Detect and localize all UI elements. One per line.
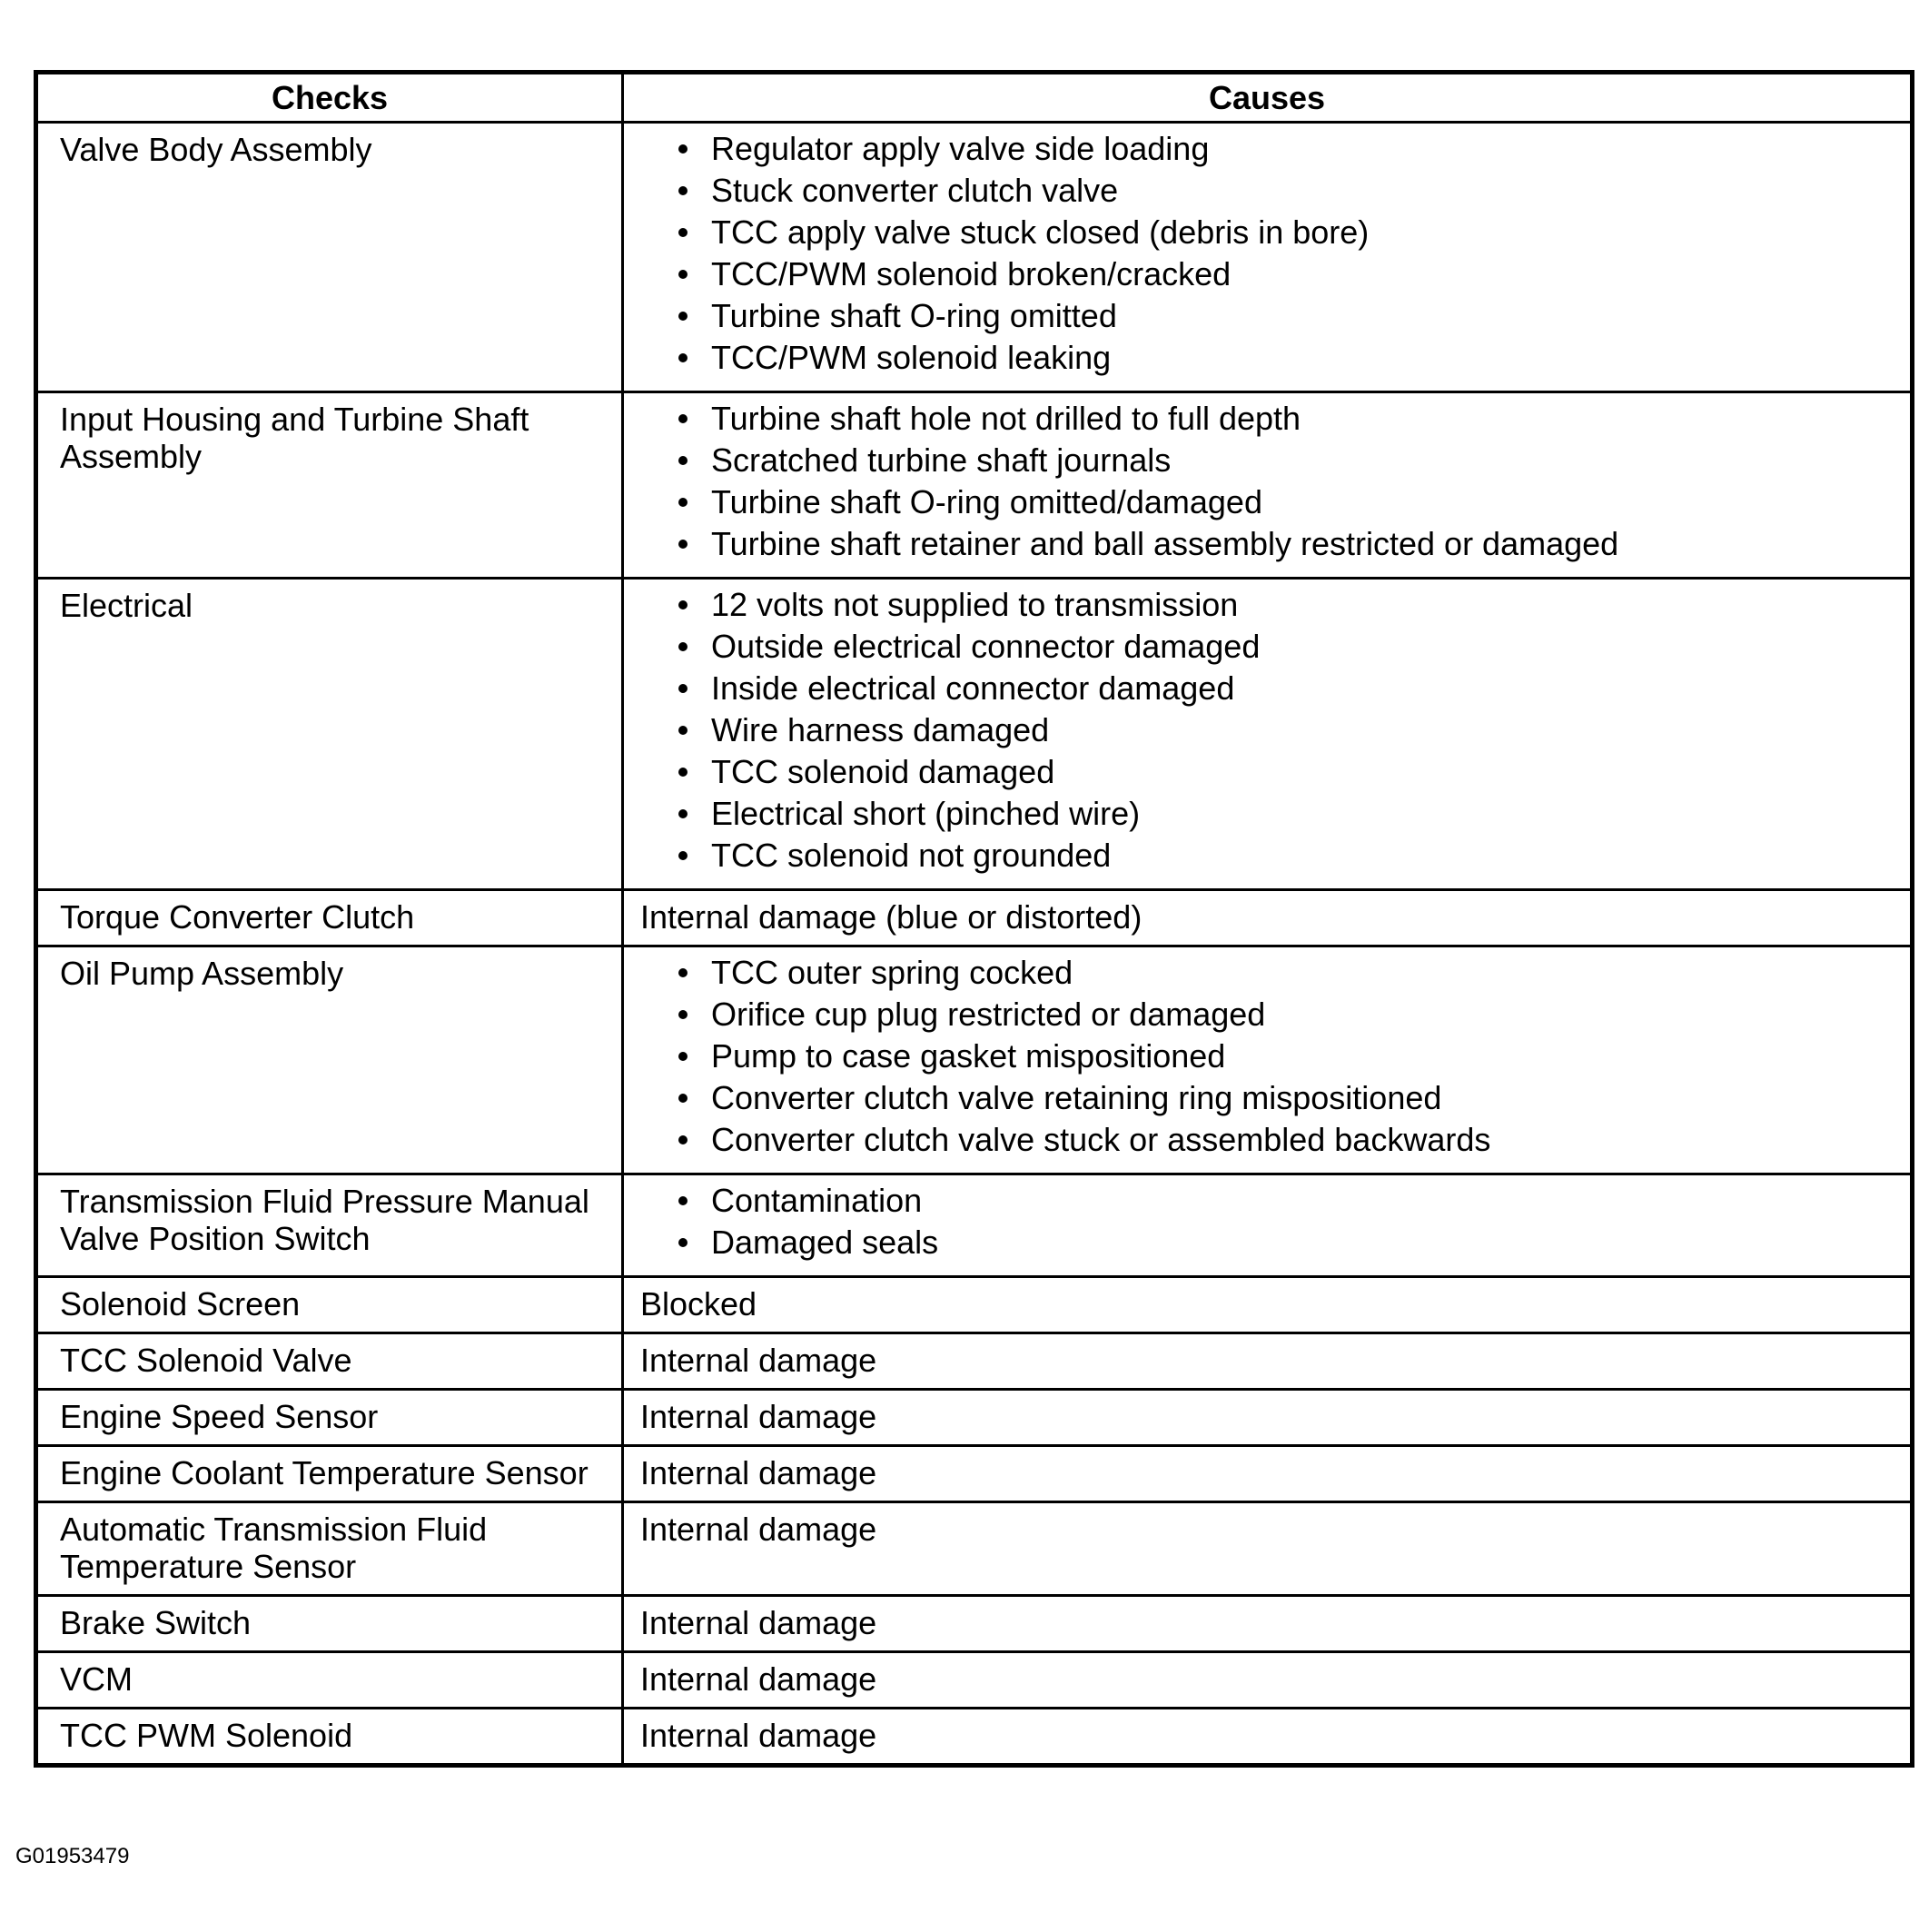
- cause-text: Turbine shaft O-ring omitted: [711, 297, 1117, 334]
- bullet-icon: [678, 540, 688, 549]
- cause-text: Internal damage (blue or distorted): [640, 898, 1143, 936]
- check-cell: VCM: [36, 1652, 623, 1709]
- cause-text: Stuck converter clutch valve: [711, 172, 1119, 209]
- check-cell: Engine Coolant Temperature Sensor: [36, 1446, 623, 1502]
- bullet-icon: [678, 1010, 688, 1019]
- bullet-icon: [678, 144, 688, 154]
- cause-text: Orifice cup plug restricted or damaged: [711, 996, 1266, 1033]
- cause-list-item: [678, 292, 1892, 340]
- cause-cell: [623, 890, 1913, 946]
- cause-cell: [623, 946, 1913, 1174]
- check-cell: Automatic Transmission Fluid Temperature Sensor: [36, 1502, 623, 1596]
- bullet-icon: [678, 414, 688, 423]
- cause-text: TCC apply valve stuck closed (debris in bore): [711, 213, 1370, 251]
- cause-list: [640, 1177, 1892, 1266]
- cause-cell: [623, 579, 1913, 890]
- header-causes: Causes: [623, 73, 1913, 123]
- cause-list-item: [678, 520, 1892, 568]
- cause-list-item: [678, 832, 1892, 879]
- table-row: [36, 890, 1913, 946]
- cause-list-item: [678, 581, 1892, 629]
- cause-text: Electrical short (pinched wire): [711, 795, 1141, 832]
- cause-cell: [623, 1174, 1913, 1277]
- cause-list: [640, 949, 1892, 1164]
- cause-list-item: [678, 665, 1892, 712]
- check-cell: TCC PWM Solenoid: [36, 1709, 623, 1766]
- cause-text: Turbine shaft hole not drilled to full depth: [711, 400, 1301, 437]
- bullet-icon: [678, 186, 688, 195]
- cause-text: Inside electrical connector damaged: [711, 669, 1235, 707]
- cause-text: TCC/PWM solenoid broken/cracked: [711, 255, 1232, 292]
- check-cell: Transmission Fluid Pressure Manual Valve Position Switch: [36, 1174, 623, 1277]
- cause-text: Internal damage: [640, 1604, 877, 1641]
- cause-text: TCC/PWM solenoid leaking: [711, 339, 1112, 376]
- cause-list-item: [678, 991, 1892, 1038]
- cause-text: Internal damage: [640, 1511, 877, 1548]
- cause-text: TCC outer spring cocked: [711, 954, 1073, 991]
- table-row: [36, 1596, 1913, 1652]
- check-cell: Solenoid Screen: [36, 1277, 623, 1333]
- bullet-icon: [678, 312, 688, 321]
- cause-text: Internal damage: [640, 1342, 877, 1379]
- cause-text: Converter clutch valve retaining ring mispositioned: [711, 1079, 1442, 1116]
- check-cell: Oil Pump Assembly: [36, 946, 623, 1174]
- header-row: [36, 73, 1913, 123]
- table-row: [36, 1390, 1913, 1446]
- bullet-icon: [678, 809, 688, 818]
- cause-list-item: [678, 707, 1892, 754]
- check-cell: Input Housing and Turbine Shaft Assembly: [36, 392, 623, 579]
- bullet-icon: [678, 968, 688, 977]
- cause-list-item: [678, 1177, 1892, 1224]
- table-row: [36, 1502, 1913, 1596]
- check-cell: Engine Speed Sensor: [36, 1390, 623, 1446]
- bullet-icon: [678, 456, 688, 465]
- check-cell: Valve Body Assembly: [36, 123, 623, 392]
- table-row: [36, 1652, 1913, 1709]
- cause-list-item: [678, 748, 1892, 796]
- table-row: [36, 1277, 1913, 1333]
- table-row: [36, 123, 1913, 392]
- check-cell: TCC Solenoid Valve: [36, 1333, 623, 1390]
- check-cell: Electrical: [36, 579, 623, 890]
- cause-text: TCC solenoid not grounded: [711, 837, 1112, 874]
- header-checks: Checks: [36, 73, 623, 123]
- figure-id: G01953479: [15, 1844, 130, 1868]
- cause-cell: [623, 123, 1913, 392]
- cause-text: Internal damage: [640, 1454, 877, 1491]
- bullet-icon: [678, 1094, 688, 1103]
- cause-cell: [623, 1333, 1913, 1390]
- cause-list-item: [678, 167, 1892, 214]
- cause-list-item: [678, 437, 1892, 484]
- cause-list-item: [678, 209, 1892, 256]
- cause-list: [640, 125, 1892, 381]
- bullet-icon: [678, 600, 688, 609]
- cause-text: Internal damage: [640, 1717, 877, 1754]
- cause-list: [640, 581, 1892, 879]
- cause-text: Pump to case gasket mispositioned: [711, 1037, 1226, 1075]
- bullet-icon: [678, 684, 688, 693]
- cause-cell: [623, 1502, 1913, 1596]
- bullet-icon: [678, 1135, 688, 1144]
- table-body: [36, 123, 1913, 1766]
- cause-cell: [623, 1446, 1913, 1502]
- bullet-icon: [678, 1052, 688, 1061]
- bullet-icon: [678, 270, 688, 279]
- cause-list-item: [678, 334, 1892, 381]
- cause-text: Scratched turbine shaft journals: [711, 441, 1172, 479]
- cause-cell: [623, 1709, 1913, 1766]
- bullet-icon: [678, 353, 688, 362]
- bullet-icon: [678, 851, 688, 860]
- cause-text: Turbine shaft retainer and ball assembly restricted or damaged: [711, 525, 1619, 562]
- cause-text: 12 volts not supplied to transmission: [711, 586, 1239, 623]
- cause-list-item: [678, 790, 1892, 837]
- bullet-icon: [678, 726, 688, 735]
- diagnosis-table: [34, 70, 1914, 1768]
- cause-list-item: [678, 1116, 1892, 1164]
- table-row: [36, 1174, 1913, 1277]
- cause-text: Converter clutch valve stuck or assembled backwards: [711, 1121, 1491, 1158]
- cause-cell: [623, 1390, 1913, 1446]
- cause-text: Outside electrical connector damaged: [711, 628, 1261, 665]
- table-row: [36, 1446, 1913, 1502]
- cause-list-item: [678, 395, 1892, 442]
- cause-cell: [623, 1277, 1913, 1333]
- cause-text: Turbine shaft O-ring omitted/damaged: [711, 483, 1262, 520]
- table-row: [36, 1333, 1913, 1390]
- bullet-icon: [678, 768, 688, 777]
- cause-list-item: [678, 125, 1892, 173]
- cause-text: Contamination: [711, 1182, 923, 1219]
- table-row: [36, 1709, 1913, 1766]
- cause-list: [640, 395, 1892, 568]
- cause-text: TCC solenoid damaged: [711, 753, 1055, 790]
- table-row: [36, 946, 1913, 1174]
- diagnosis-table-container: [34, 70, 1910, 1768]
- bullet-icon: [678, 498, 688, 507]
- bullet-icon: [678, 1238, 688, 1247]
- cause-list-item: [678, 1075, 1892, 1122]
- table-row: [36, 579, 1913, 890]
- check-cell: Torque Converter Clutch: [36, 890, 623, 946]
- cause-text: Internal damage: [640, 1660, 877, 1698]
- cause-cell: [623, 392, 1913, 579]
- cause-list-item: [678, 623, 1892, 670]
- bullet-icon: [678, 642, 688, 651]
- cause-list-item: [678, 949, 1892, 996]
- bullet-icon: [678, 228, 688, 237]
- check-cell: Brake Switch: [36, 1596, 623, 1652]
- table-row: [36, 392, 1913, 579]
- cause-text: Blocked: [640, 1285, 757, 1323]
- cause-text: Regulator apply valve side loading: [711, 130, 1210, 167]
- cause-list-item: [678, 1219, 1892, 1266]
- cause-list-item: [678, 479, 1892, 526]
- cause-cell: [623, 1596, 1913, 1652]
- bullet-icon: [678, 1196, 688, 1205]
- cause-text: Damaged seals: [711, 1224, 939, 1261]
- cause-list-item: [678, 1033, 1892, 1080]
- cause-text: Wire harness damaged: [711, 711, 1050, 748]
- cause-list-item: [678, 251, 1892, 298]
- cause-cell: [623, 1652, 1913, 1709]
- cause-text: Internal damage: [640, 1398, 877, 1435]
